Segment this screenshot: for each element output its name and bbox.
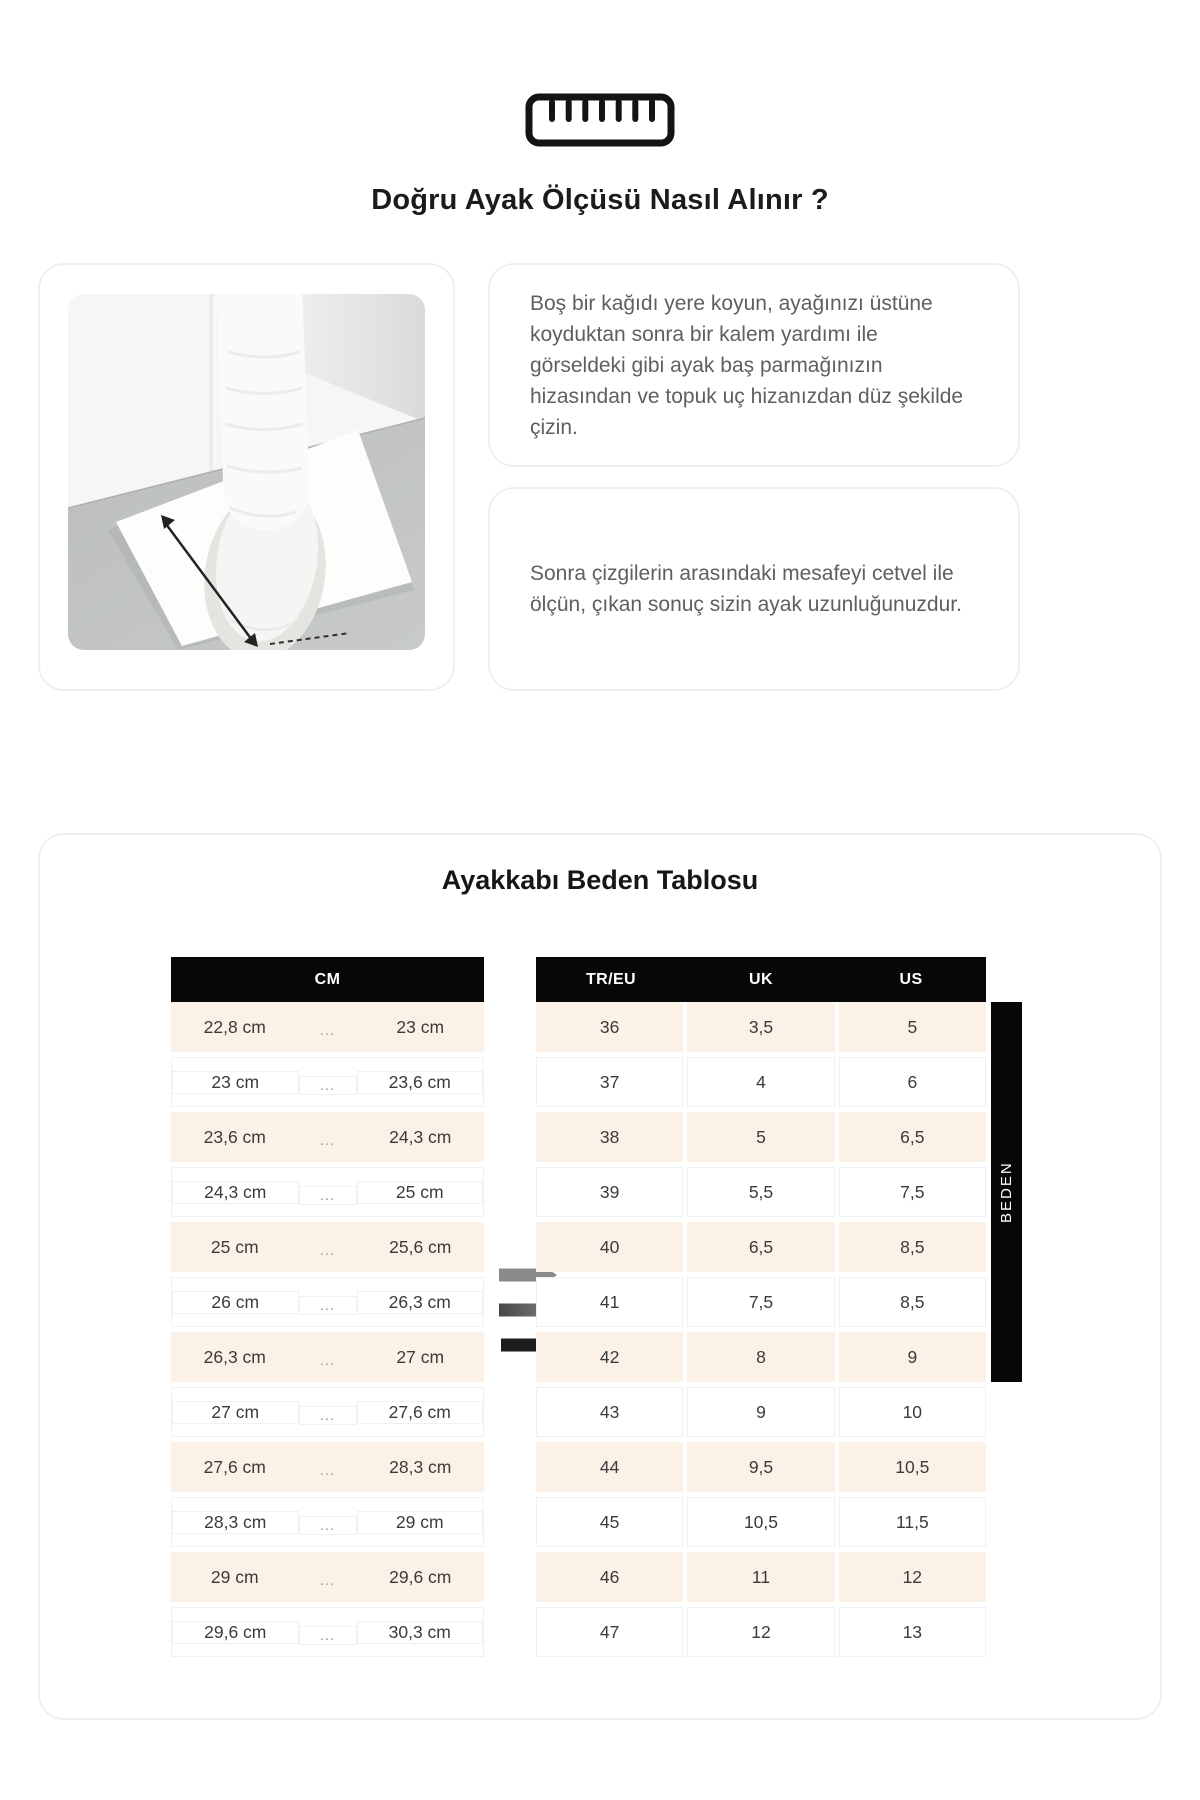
treu-size-value: 39 — [536, 1167, 683, 1217]
treu-size-value: 45 — [536, 1497, 683, 1547]
uk-size-value: 3,5 — [687, 1002, 834, 1052]
table-row — [536, 1277, 986, 1327]
table-row — [536, 1222, 986, 1272]
treu-size-value: 38 — [536, 1112, 683, 1162]
us-size-value: 7,5 — [839, 1167, 986, 1217]
uk-size-value: 5 — [687, 1112, 834, 1162]
cm-min-value: 25 cm — [210, 1236, 259, 1257]
table-row — [536, 1002, 986, 1052]
page-header — [0, 0, 1200, 217]
uk-size-value: 7,5 — [687, 1277, 834, 1327]
size-table-body — [536, 1002, 986, 1657]
size-table-card — [38, 833, 1162, 1720]
cm-min-value: 26 cm — [172, 1291, 299, 1314]
range-separator: ... — [319, 1571, 336, 1589]
cm-max-value: 27 cm — [396, 1346, 445, 1367]
cm-min-value: 29,6 cm — [172, 1621, 299, 1644]
us-size-value: 8,5 — [839, 1222, 986, 1272]
range-separator: ... — [299, 1186, 357, 1205]
foot-measurement-photo — [68, 294, 425, 650]
table-row — [536, 1607, 986, 1657]
treu-size-value: 41 — [536, 1277, 683, 1327]
uk-size-value: 5,5 — [687, 1167, 834, 1217]
cm-max-value: 29,6 cm — [389, 1566, 452, 1587]
range-separator: ... — [299, 1626, 357, 1645]
column-header-treu: TR/EU — [586, 970, 636, 988]
instruction-cards — [488, 263, 1020, 691]
cm-max-value: 25 cm — [357, 1181, 484, 1204]
cm-max-value: 23,6 cm — [357, 1071, 484, 1094]
uk-size-value: 9 — [687, 1387, 834, 1437]
size-table — [536, 957, 986, 1662]
range-separator: ... — [319, 1241, 336, 1259]
us-size-value: 5 — [839, 1002, 986, 1052]
treu-size-value: 44 — [536, 1442, 683, 1492]
column-header-us: US — [899, 970, 923, 988]
cm-max-value: 24,3 cm — [389, 1126, 452, 1147]
table-row — [536, 1387, 986, 1437]
instruction-section — [38, 263, 1162, 691]
cm-max-value: 28,3 cm — [389, 1456, 452, 1477]
range-separator: ... — [319, 1461, 336, 1479]
treu-size-value: 47 — [536, 1607, 683, 1657]
table-row — [171, 1112, 484, 1162]
range-separator: ... — [299, 1406, 357, 1425]
cm-table — [171, 957, 484, 1662]
cm-min-value: 22,8 cm — [203, 1016, 266, 1037]
us-size-value: 6,5 — [839, 1112, 986, 1162]
instruction-text-2: Sonra çizgilerin arasındaki mesafeyi cetvel ile ölçün, çıkan sonuç sizin ayak uzunluğunuzdur. — [530, 562, 962, 616]
cm-max-value: 26,3 cm — [357, 1291, 484, 1314]
us-size-value: 10,5 — [839, 1442, 986, 1492]
table-row — [536, 1057, 986, 1107]
column-header-uk: UK — [749, 970, 773, 988]
treu-size-value: 40 — [536, 1222, 683, 1272]
uk-size-value: 11 — [687, 1552, 834, 1602]
cm-max-value: 29 cm — [357, 1511, 484, 1534]
measurement-photo-card — [38, 263, 455, 691]
treu-size-value: 43 — [536, 1387, 683, 1437]
size-table-header — [536, 957, 986, 1002]
range-separator: ... — [319, 1131, 336, 1149]
uk-size-value: 12 — [687, 1607, 834, 1657]
us-size-value: 6 — [839, 1057, 986, 1107]
table-row — [536, 1167, 986, 1217]
cm-max-value: 23 cm — [396, 1016, 445, 1037]
cm-min-value: 23,6 cm — [203, 1126, 266, 1147]
range-separator: ... — [299, 1516, 357, 1535]
table-row — [171, 1552, 484, 1602]
table-row — [171, 1167, 484, 1217]
cm-max-value: 30,3 cm — [357, 1621, 484, 1644]
uk-size-value: 10,5 — [687, 1497, 834, 1547]
table-row — [536, 1112, 986, 1162]
cm-min-value: 29 cm — [210, 1566, 259, 1587]
cm-min-value: 28,3 cm — [172, 1511, 299, 1534]
range-separator: ... — [319, 1351, 336, 1369]
table-row — [171, 1277, 484, 1327]
instruction-text-1: Boş bir kağıdı yere koyun, ayağınızı üstüne koyduktan sonra bir kalem yardımı ile görseldeki gibi ayak baş parmağınızın hizasından ve topuk uç hizanızdan düz şekilde çizin. — [530, 291, 964, 439]
cm-min-value: 27 cm — [172, 1401, 299, 1424]
cm-min-value: 26,3 cm — [203, 1346, 266, 1367]
cm-max-value: 27,6 cm — [357, 1401, 484, 1424]
table-row — [171, 1442, 484, 1492]
ruler-icon — [524, 92, 676, 148]
table-row — [171, 1057, 484, 1107]
table-row — [171, 1002, 484, 1052]
table-row — [171, 1607, 484, 1657]
table-row — [536, 1552, 986, 1602]
range-separator: ... — [319, 1021, 336, 1039]
cm-table-header: CM — [171, 957, 484, 1002]
us-size-value: 13 — [839, 1607, 986, 1657]
table-row — [171, 1387, 484, 1437]
uk-size-value: 8 — [687, 1332, 834, 1382]
page-title: Doğru Ayak Ölçüsü Nasıl Alınır ? — [371, 184, 829, 216]
uk-size-value: 9,5 — [687, 1442, 834, 1492]
treu-size-value: 46 — [536, 1552, 683, 1602]
table-row — [536, 1497, 986, 1547]
foot-on-paper-illustration — [68, 294, 425, 650]
table-row — [171, 1222, 484, 1272]
range-separator: ... — [299, 1296, 357, 1315]
uk-size-value: 4 — [687, 1057, 834, 1107]
instruction-card-2 — [488, 487, 1020, 691]
treu-size-value: 36 — [536, 1002, 683, 1052]
table-row — [536, 1442, 986, 1492]
cm-min-value: 27,6 cm — [203, 1456, 266, 1477]
cm-max-value: 25,6 cm — [389, 1236, 452, 1257]
us-size-value: 11,5 — [839, 1497, 986, 1547]
treu-size-value: 37 — [536, 1057, 683, 1107]
us-size-value: 10 — [839, 1387, 986, 1437]
instruction-card-1 — [488, 263, 1020, 467]
cm-min-value: 24,3 cm — [172, 1181, 299, 1204]
size-table-title: Ayakkabı Beden Tablosu — [441, 865, 759, 895]
cm-min-value: 23 cm — [172, 1071, 299, 1094]
treu-size-value: 42 — [536, 1332, 683, 1382]
cm-table-body — [171, 1002, 484, 1657]
table-row — [536, 1332, 986, 1382]
size-side-label: BEDEN — [991, 1002, 1022, 1382]
table-row — [171, 1497, 484, 1547]
uk-size-value: 6,5 — [687, 1222, 834, 1272]
us-size-value: 8,5 — [839, 1277, 986, 1327]
us-size-value: 9 — [839, 1332, 986, 1382]
us-size-value: 12 — [839, 1552, 986, 1602]
range-separator: ... — [299, 1076, 357, 1095]
table-row — [171, 1332, 484, 1382]
